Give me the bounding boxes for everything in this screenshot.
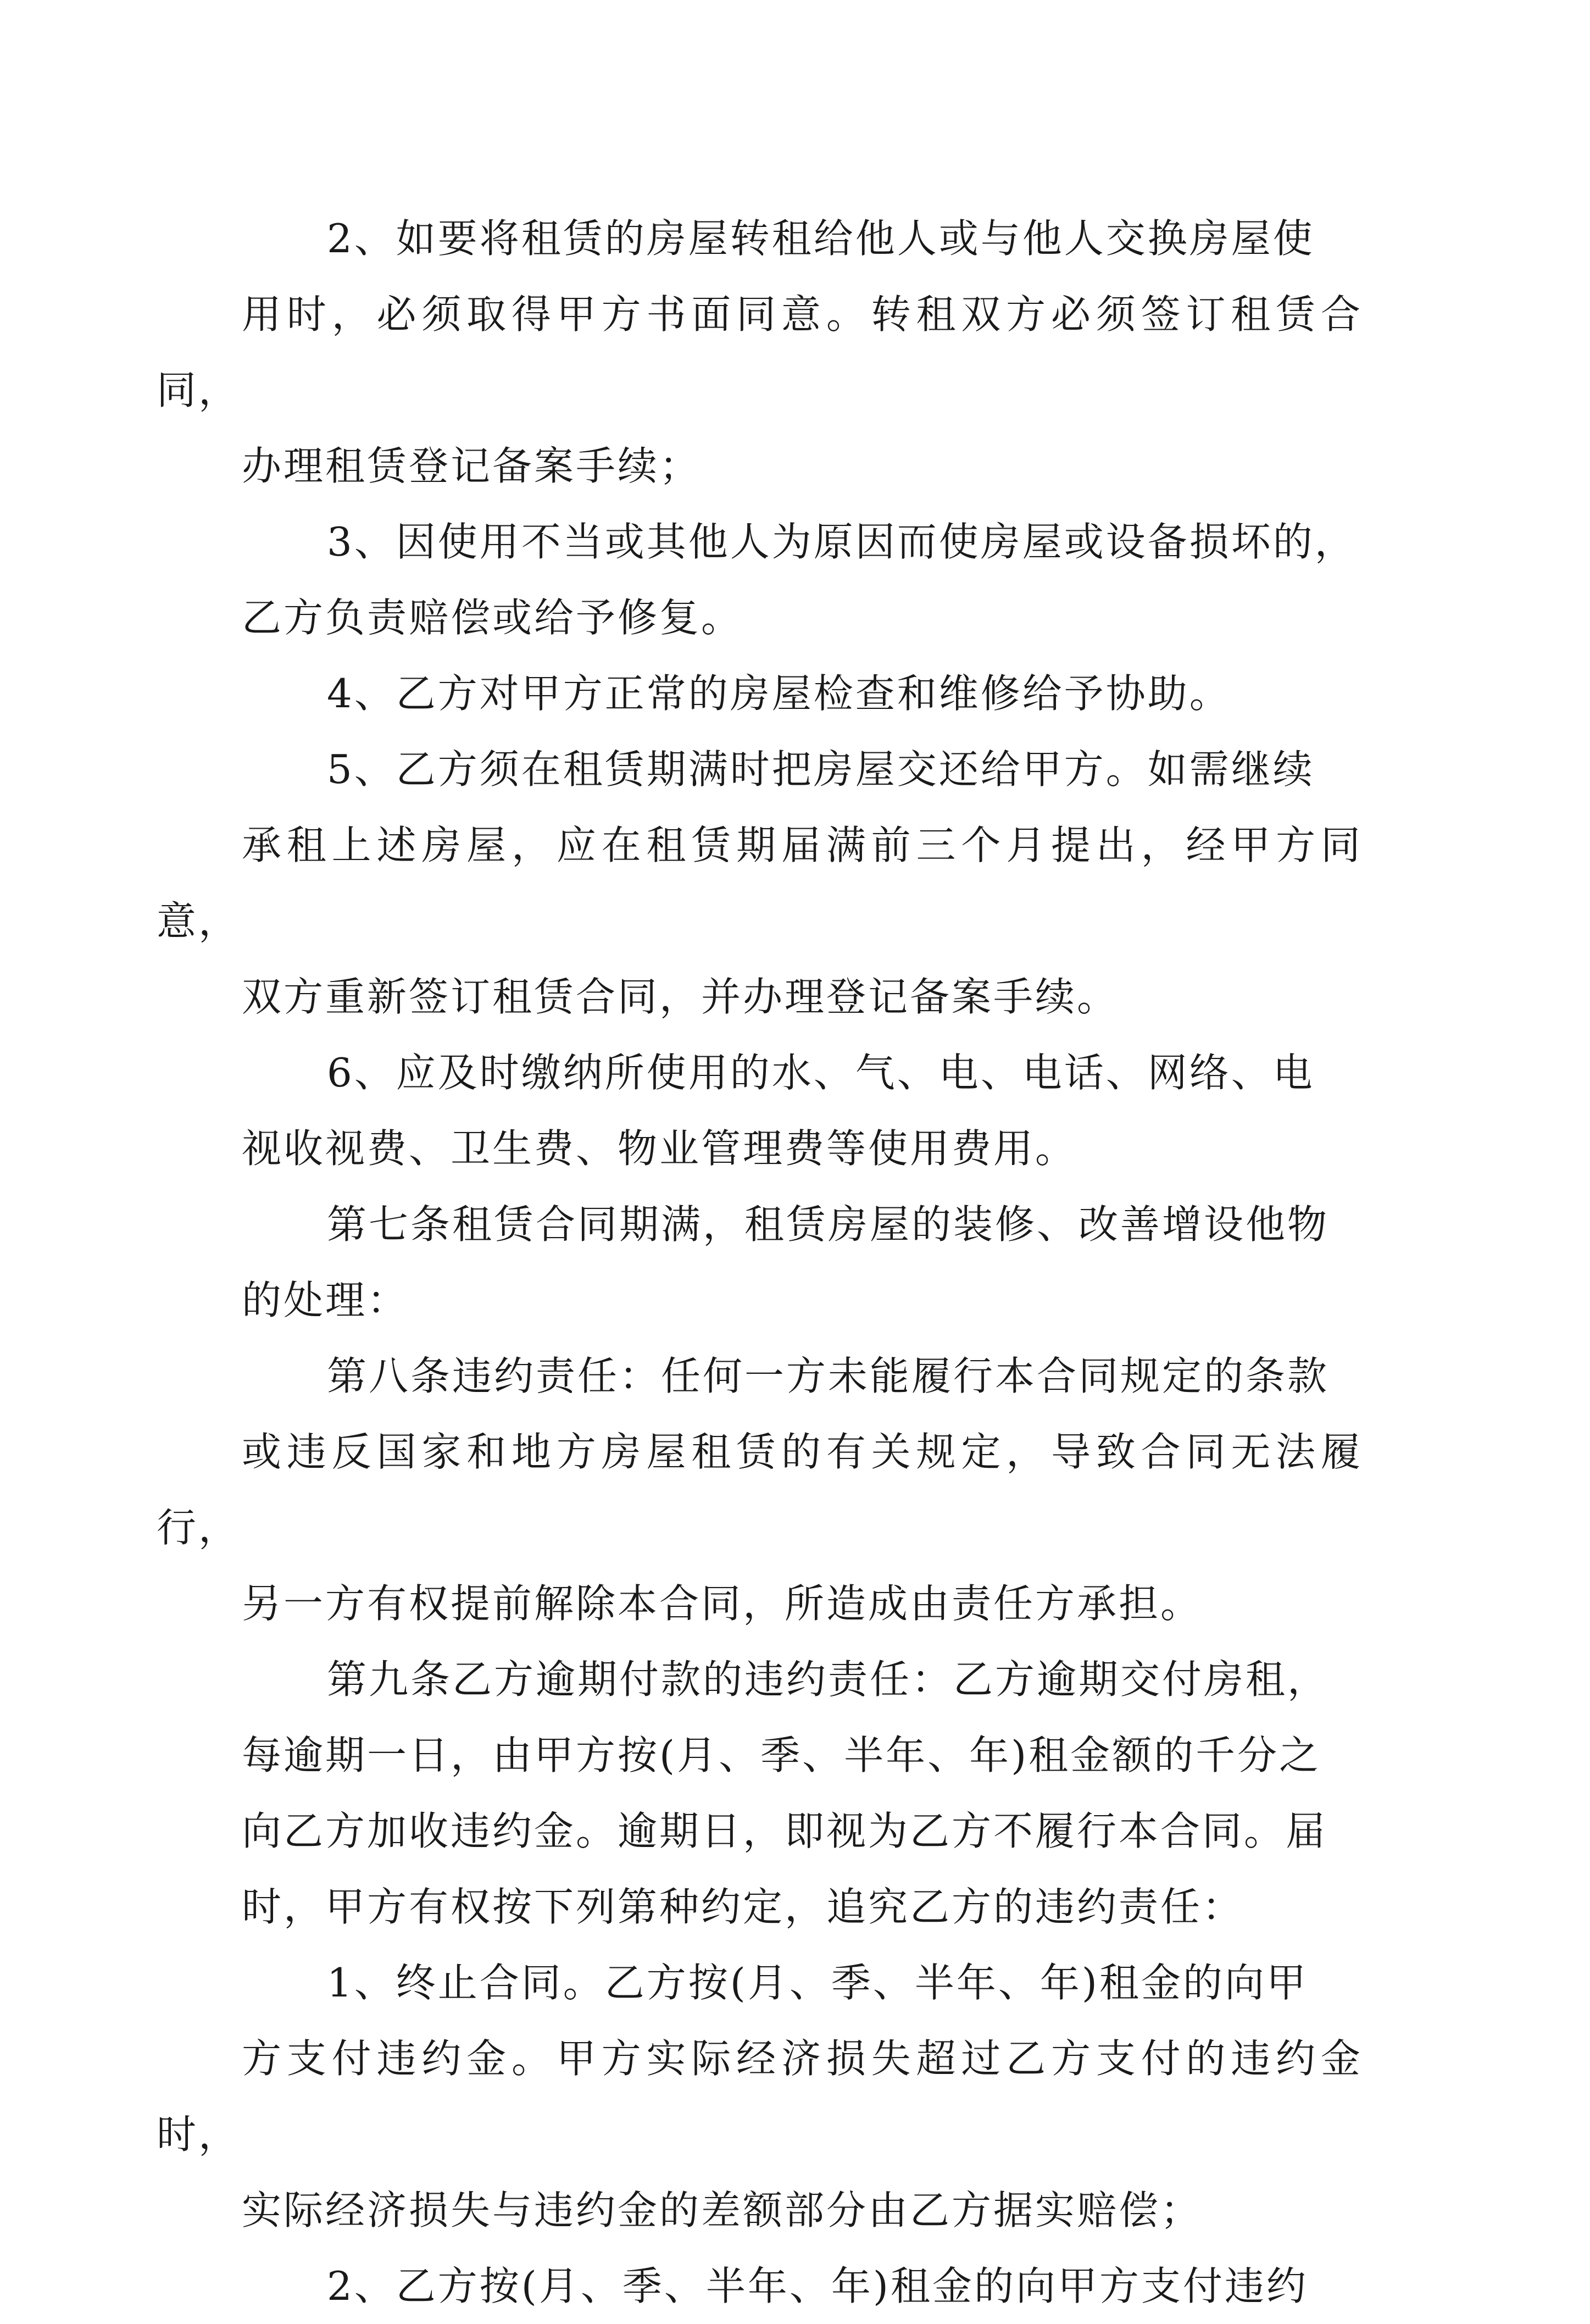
text-line: 另一方有权提前解除本合同，所造成由责任方承担。 (242, 1580, 1203, 1627)
text-line: 向乙方加收违约金。逾期日，即视为乙方不履行本合同。届 (242, 1808, 1328, 1854)
text-line: 方支付违约金。甲方实际经济损失超过乙方支付的违约金时， (157, 2035, 1363, 2157)
text-line: 6、应及时缴纳所使用的水、气、电、电话、网络、电 (327, 1050, 1315, 1096)
paragraph-fees-clause (242, 1035, 1363, 1186)
paragraph-inspection-clause (242, 656, 1363, 731)
text-line: 1、终止合同。乙方按(月、季、半年、年)租金的向甲 (327, 1960, 1308, 2006)
paragraph-sublet-clause (157, 201, 1363, 504)
text-line: 第八条违约责任：任何一方未能履行本合同规定的条款 (327, 1353, 1330, 1399)
paragraph-penalty-option (242, 2248, 1363, 2324)
contract-body (157, 201, 1363, 2324)
text-line: 时，甲方有权按下列第种约定，追究乙方的违约责任： (242, 1884, 1244, 1930)
paragraph-article-8 (157, 1338, 1363, 1641)
text-line: 双方重新签订租赁合同，并办理登记备案手续。 (242, 974, 1119, 1020)
text-line: 每逾期一日，由甲方按(月、季、半年、年)租金额的千分之 (242, 1732, 1321, 1778)
text-line: 第七条租赁合同期满，租赁房屋的装修、改善增设他物 (327, 1201, 1330, 1247)
text-line: 实际经济损失与违约金的差额部分由乙方据实赔偿； (242, 2187, 1203, 2233)
text-line: 的处理： (242, 1277, 409, 1323)
text-line: 承租上述房屋，应在租赁期届满前三个月提出，经甲方同意， (157, 822, 1363, 944)
text-line: 乙方负责赔偿或给予修复。 (242, 595, 743, 641)
text-line: 办理租赁登记备案手续； (242, 443, 702, 489)
text-line: 2、乙方按(月、季、半年、年)租金的向甲方支付违约 (327, 2263, 1308, 2309)
paragraph-article-7 (242, 1186, 1363, 1338)
paragraph-return-clause (157, 731, 1363, 1035)
paragraph-damage-clause (242, 504, 1363, 656)
text-line: 2、如要将租赁的房屋转租给他人或与他人交换房屋使 (327, 215, 1315, 262)
text-line: 或违反国家和地方房屋租赁的有关规定，导致合同无法履行， (157, 1429, 1363, 1551)
text-line: 视收视费、卫生费、物业管理费等使用费用。 (242, 1125, 1077, 1172)
text-line: 3、因使用不当或其他人为原因而使房屋或设备损坏的， (327, 519, 1356, 565)
text-line: 4、乙方对甲方正常的房屋检查和维修给予协助。 (327, 670, 1231, 717)
text-line: 5、乙方须在租赁期满时把房屋交还给甲方。如需继续 (327, 746, 1315, 792)
paragraph-article-9 (242, 1641, 1363, 1945)
paragraph-termination-option (157, 1945, 1363, 2248)
text-line: 第九条乙方逾期付款的违约责任：乙方逾期交付房租， (327, 1656, 1330, 1702)
text-line: 用时，必须取得甲方书面同意。转租双方必须签订租赁合同， (157, 291, 1363, 413)
